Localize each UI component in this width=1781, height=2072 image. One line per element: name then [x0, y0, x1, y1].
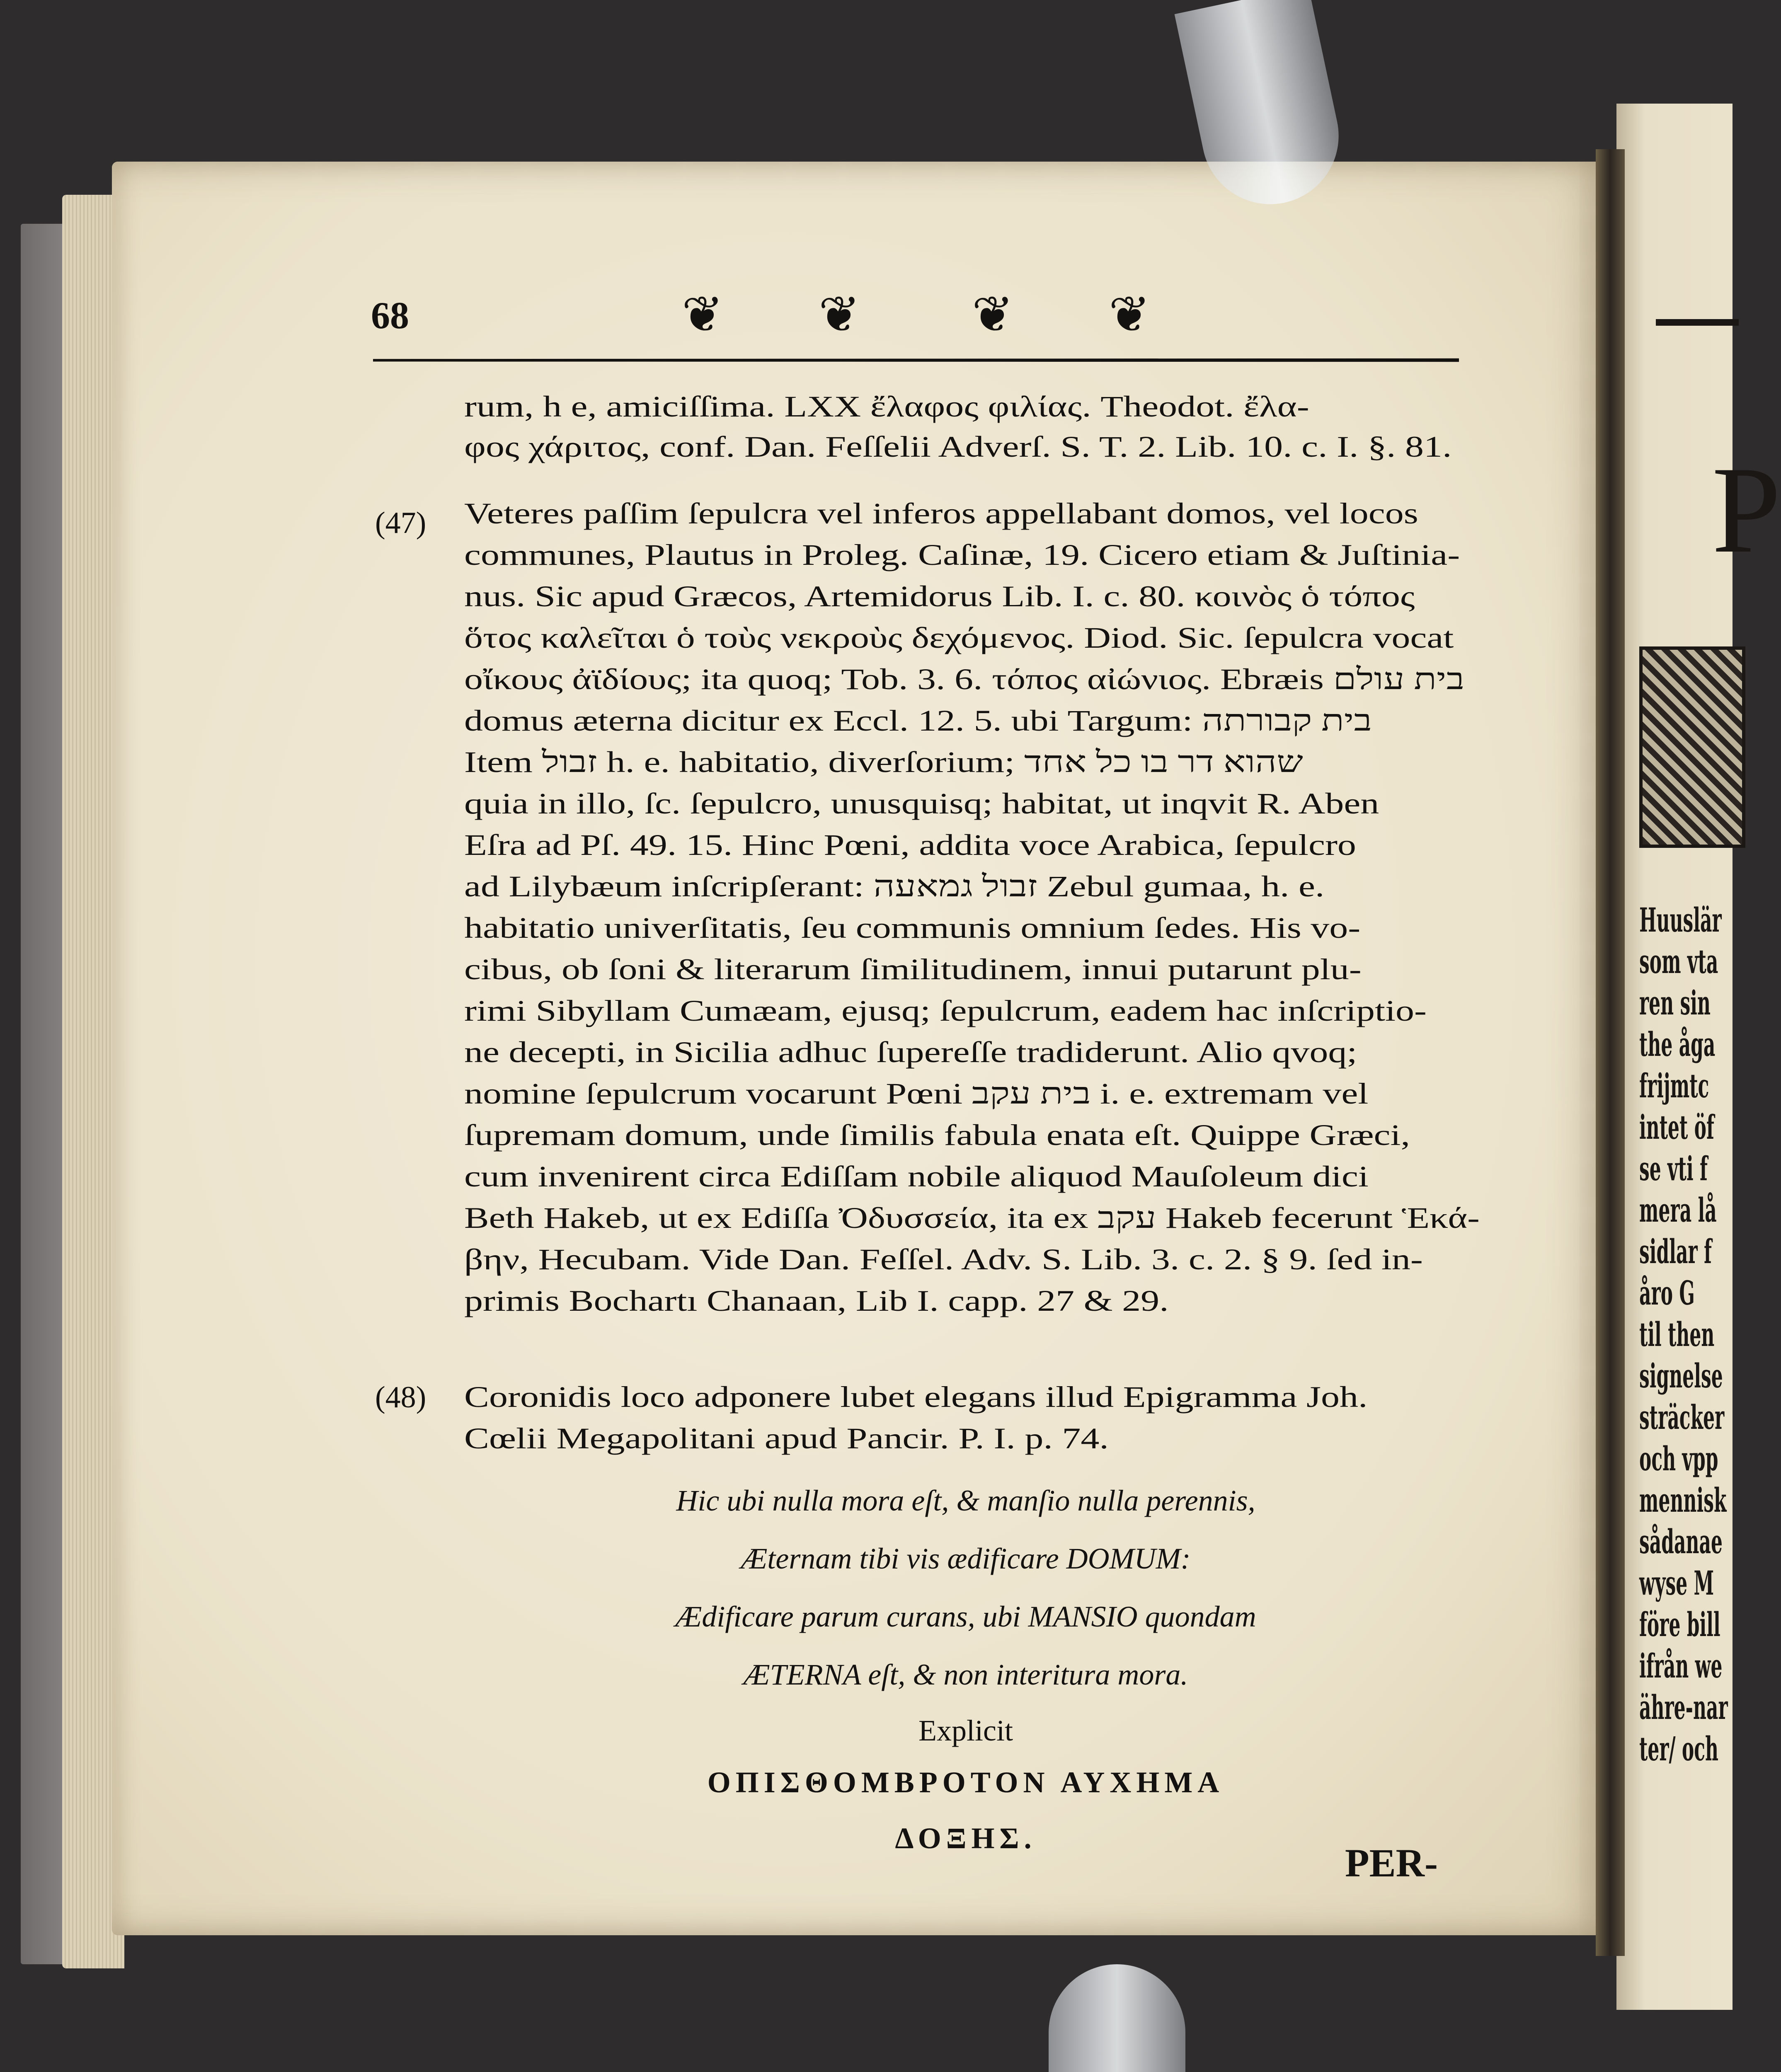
text-line: rum, h e, amiciſſima. LXX ἔλαφος φιλίας. Theodot. ἔλα-	[464, 390, 1309, 423]
text-line: Cœlii Megapolitani apud Pancir. P. I. p. 74.	[464, 1422, 1109, 1455]
verse-line: Æternam tibi vis ædificare DOMUM:	[741, 1542, 1191, 1575]
text-line: Item זבול h. e. habitatio, diverſorium; שהוא דר בו כל אחד	[464, 746, 1303, 779]
fleuron-icon: ❦	[1108, 286, 1151, 344]
text-line: primis Bochartı Chanaan, Lib I. capp. 27 & 29.	[464, 1284, 1169, 1317]
facing-page-line: ter/ och	[1639, 1729, 1719, 1768]
text-line: habitatio univerſitatis, ſeu communis omnium ſedes. His vo-	[464, 911, 1361, 944]
text-line: βην, Hecubam. Vide Dan. Feſſel. Adv. S. Lib. 3. c. 2. § 9. ſed in-	[464, 1243, 1423, 1276]
text-line: ad Lilybæum inſcripſerant: זבול גמאעה Zebul gumaa, h. e.	[464, 870, 1325, 903]
text-line: cum invenirent circa Ediſſam nobile aliquod Mauſoleum dici	[464, 1160, 1369, 1193]
facing-page-line: the åga	[1639, 1025, 1716, 1064]
facing-page-line: wyse M	[1639, 1564, 1714, 1602]
header-rule	[373, 357, 1459, 363]
text-line: ὅτος καλεῖται ὁ τοὺς νεκροὺς δεχόμενος. Diod. Sic. ſepulcra vocat	[464, 621, 1454, 654]
facing-page-line: ähre-nar	[1639, 1688, 1728, 1727]
text-line: φος χάριτος, conf. Dan. Feſſelii Adverſ. S. T. 2. Lib. 10. c. I. §. 81.	[464, 430, 1452, 463]
text-line: cibus, ob ſoni & literarum ſimilitudinem, innui putarunt plu-	[464, 953, 1362, 986]
page-number: 68	[371, 294, 409, 336]
facing-page-line: ren sin	[1639, 983, 1711, 1022]
facing-page-line: sidlar f	[1639, 1232, 1712, 1271]
facing-page-line: sådanae	[1639, 1522, 1723, 1561]
fleuron-icon: ❦	[818, 286, 860, 344]
text-line: quia in illo, ſc. ſepulcro, unusquisq; habitat, ut inqvit R. Aben	[464, 787, 1379, 820]
text-line: Beth Hakeb, ut ex Ediſſa Ὀδυσσεία, ita ex עקב Hakeb fecerunt Ἑκά-	[464, 1201, 1480, 1234]
verse-line: ÆTERNA eſt, & non interitura mora.	[743, 1658, 1188, 1691]
facing-page-line: och vpp	[1639, 1439, 1718, 1478]
facing-page-line: til then	[1639, 1315, 1715, 1354]
facing-page-line: mennisk	[1639, 1481, 1727, 1520]
explicit-heading: Explicit	[918, 1714, 1013, 1747]
text-line: nomine ſepulcrum vocarunt Pœni בית עקב i. e. extremam vel	[464, 1077, 1369, 1110]
facing-page-line: intet öf	[1639, 1108, 1714, 1147]
facing-page-line: ifrån we	[1639, 1646, 1723, 1685]
text-line: ne decepti, in Sicilia adhuc ſupereſſe tradiderunt. Alio qvoq;	[464, 1036, 1357, 1069]
fleuron-icon: ❦	[972, 286, 1014, 344]
text-line: Veteres paſſim ſepulcra vel inferos appellabant domos, vel locos	[464, 497, 1418, 530]
facing-page-line: Huuslär	[1639, 900, 1722, 939]
facing-page-capital: P	[1712, 441, 1781, 579]
text-line: nus. Sic apud Græcos, Artemidorus Lib. I. c. 80. κοινὸς ὁ τόπος	[464, 580, 1415, 613]
text-line: οἴκους ἀϊδίους; ita quoq; Tob. 3. 6. τόπος αἰώνιος. Ebræis בית עולם	[464, 663, 1465, 696]
text-line: ſupremam domum, unde ſimilis fabula enata eſt. Quippe Græci,	[464, 1118, 1410, 1152]
facing-page-line: mera lå	[1639, 1191, 1717, 1230]
text-line: rimi Sibyllam Cumæam, ejusq; ſepulcrum, eadem hac inſcriptio-	[464, 994, 1427, 1027]
fleuron-icon: ❦	[681, 286, 724, 344]
header-ornament	[680, 286, 1185, 348]
facing-page-line: före bill	[1639, 1605, 1720, 1644]
facing-page-line: som vta	[1639, 942, 1718, 981]
facing-page-line: frijmtc	[1639, 1066, 1709, 1105]
note-number-47: (47)	[375, 506, 426, 540]
text-line: communes, Plautus in Proleg. Caſinæ, 19. Cicero etiam & Juſtinia-	[464, 538, 1460, 571]
greek-motto-line-1: ΟΠΙΣΘΟΜΒΡΟΤΟΝ ΑΥΧΗΜΑ	[707, 1766, 1224, 1799]
text-line: Eſra ad Pſ. 49. 15. Hinc Pœni, addita voce Arabica, ſepulcro	[464, 828, 1356, 862]
greek-motto-line-2: ΔΟΞΗΣ.	[895, 1822, 1037, 1855]
facing-page-line: åro G	[1639, 1273, 1695, 1312]
facing-page-line: signelse	[1639, 1356, 1723, 1395]
text-line: Coronidis loco adponere lubet elegans illud Epigramma Joh.	[464, 1380, 1368, 1414]
catchword: PER-	[1345, 1841, 1438, 1885]
text-line: domus æterna dicitur ex Eccl. 12. 5. ubi Targum: בית קבורתה	[464, 704, 1372, 737]
facing-page-line: sträcker	[1639, 1398, 1725, 1437]
verse-line: Ædificare parum curans, ubi MANSIO quondam	[675, 1600, 1256, 1633]
facing-page-line: se vti f	[1639, 1149, 1708, 1188]
note-number-48: (48)	[375, 1380, 426, 1414]
verse-line: Hic ubi nulla mora eſt, & manſio nulla perennis,	[676, 1484, 1255, 1517]
